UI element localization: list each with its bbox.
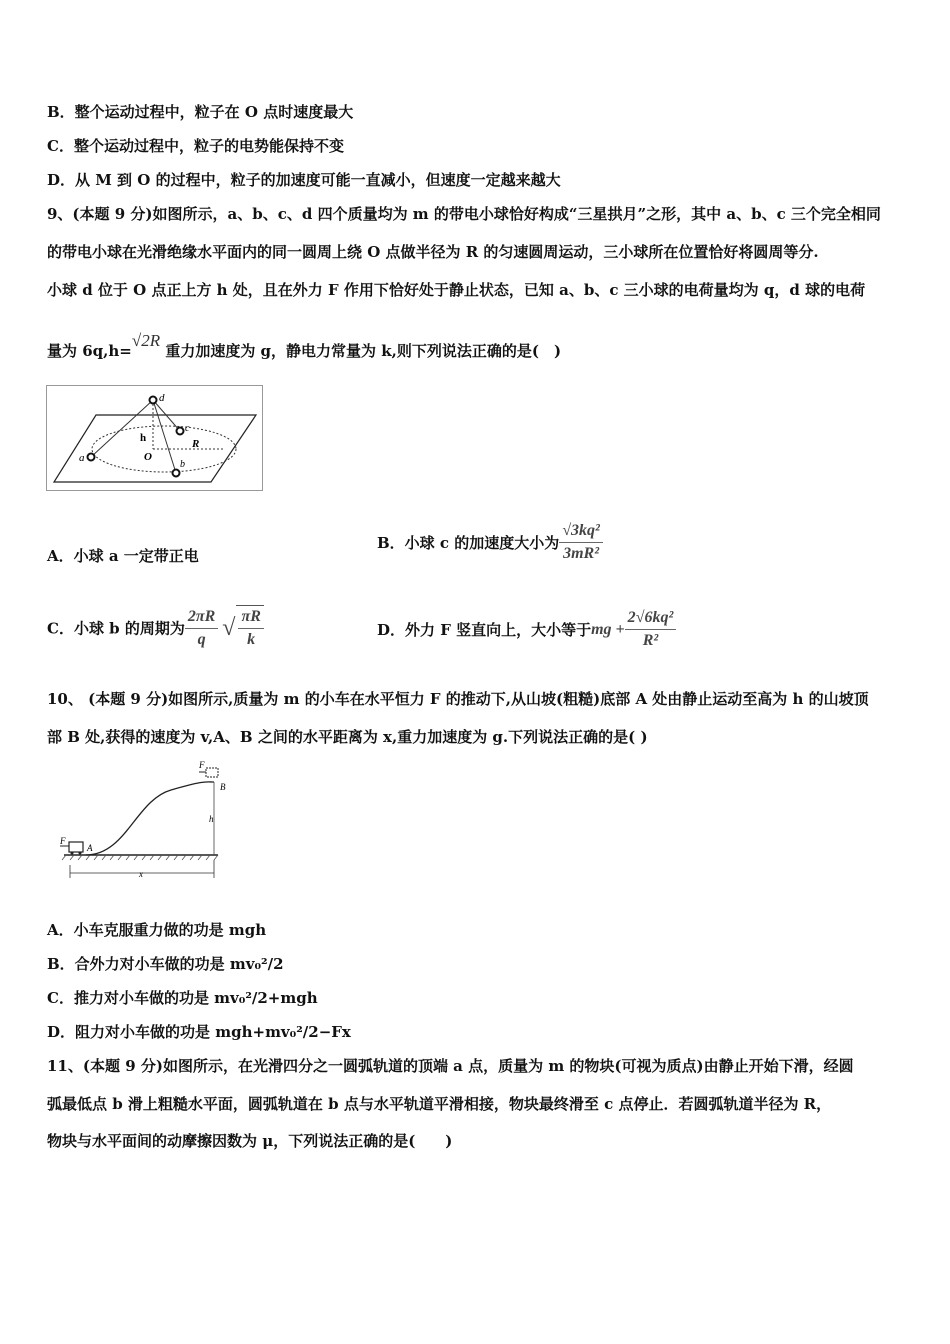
q9-label-O: O — [144, 451, 152, 463]
q9-label-d: d — [159, 392, 165, 404]
q9-line4-prefix: 量为 6q,h= — [47, 342, 132, 360]
q9-option-c-root-fraction — [236, 605, 263, 651]
q9-line4-suffix: 重力加速度为 g，静电力常量为 k,则下列说法正确的是( ) — [165, 342, 562, 360]
q10-hill-slope — [86, 782, 214, 855]
q10-option-d: D．阻力对小车做的功是 mgh+mv₀²/2−Fx — [47, 1023, 351, 1041]
q9-option-c-label: C．小球 b 的周期为 — [47, 619, 185, 638]
q10-cart-wheel-1 — [71, 852, 74, 855]
q9-ball-b — [173, 470, 180, 477]
q10-label-x: x — [139, 869, 143, 879]
q10-option-b: B．合外力对小车做的功是 mv₀²/2 — [47, 955, 284, 973]
q10-cart-top — [206, 768, 218, 777]
q9-option-a: A．小球 a 一定带正电 — [47, 547, 199, 565]
q9-option-b-fraction — [559, 520, 603, 565]
q9-option-b — [377, 520, 603, 565]
q8-option-c: C．整个运动过程中，粒子的电势能保持不变 — [47, 137, 344, 155]
q8-option-d: D．从 M 到 O 的过程中，粒子的加速度可能一直减小，但速度一定越来越大 — [47, 171, 561, 189]
q9-option-d-fraction — [625, 607, 677, 652]
q9-option-c-numerator: 2πR — [185, 606, 218, 629]
q9-option-b-label: B．小球 c 的加速度大小为 — [377, 534, 560, 552]
q9-label-b: b — [180, 459, 185, 470]
q9-ball-d — [150, 397, 157, 404]
q9-label-c: c — [185, 423, 190, 434]
q9-option-b-numerator: √3kq² — [559, 520, 603, 543]
q9-stem-line2: 的带电小球在光滑绝缘水平面内的同一圆周上绕 O 点做半径为 R 的匀速圆周运动，三小球所在位置恰好将圆周等分. — [47, 243, 819, 261]
q9-option-d-mg: mg + — [591, 620, 625, 638]
q9-option-c-root-denominator: k — [247, 631, 256, 648]
q9-option-c — [47, 605, 264, 651]
q9-label-a: a — [79, 452, 85, 464]
q9-label-R: R — [192, 438, 200, 450]
q10-label-F-bottom: F — [60, 836, 66, 846]
q9-label-h: h — [140, 432, 147, 444]
q9-h-expression: √2R — [131, 331, 161, 350]
q9-option-c-radical-sign: √ — [222, 614, 236, 641]
q10-label-A: A — [87, 843, 93, 853]
q9-option-c-denominator: q — [197, 630, 206, 648]
q9-option-d-denominator: R² — [642, 632, 659, 649]
q10-option-a: A．小车克服重力做的功是 mgh — [47, 921, 267, 939]
q10-label-h: h — [209, 814, 214, 824]
q10-stem-line2: 部 B 处,获得的速度为 v,A、B 之间的水平距离为 x,重力加速度为 g.下列说法正确的是( ) — [47, 728, 648, 746]
q10-label-B: B — [220, 782, 226, 792]
q10-figure — [56, 760, 226, 882]
q10-option-c: C．推力对小车做的功是 mv₀²/2+mgh — [47, 989, 318, 1007]
q10-label-F-top: F — [199, 760, 205, 770]
q9-figure — [46, 385, 263, 491]
q11-stem-line3: 物块与水平面间的动摩擦因数为 μ，下列说法正确的是( ) — [47, 1132, 453, 1150]
q9-option-c-fraction — [185, 606, 218, 651]
q9-ball-a — [88, 454, 95, 461]
q9-option-d-label: D．外力 F 竖直向上，大小等于 — [377, 621, 592, 639]
q9-stem-line3: 小球 d 位于 O 点正上方 h 处，且在外力 F 作用下恰好处于静止状态，已知 a、b、c 三小球的电荷量均为 q，d 球的电荷 — [47, 281, 866, 299]
q11-stem-line1: 11、(本题 9 分)如图所示，在光滑四分之一圆弧轨道的顶端 a 点，质量为 m 的物块(可视为质点)由静止开始下滑，经圆 — [47, 1057, 854, 1075]
q11-stem-line2: 弧最低点 b 滑上粗糙水平面，圆弧轨道在 b 点与水平轨道平滑相接，物块最终滑至 c 点停止．若圆弧轨道半径为 R， — [47, 1095, 832, 1113]
q9-option-c-root-numerator: πR — [238, 606, 263, 629]
q9-option-d-numerator: 2√6kq² — [625, 607, 677, 630]
q9-option-d — [377, 607, 676, 652]
q9-stem-line4 — [47, 331, 562, 362]
q10-cart-wheel-2 — [79, 852, 82, 855]
q9-stem-line1: 9、(本题 9 分)如图所示，a、b、c、d 四个质量均为 m 的带电小球恰好构成“三星拱月”之形，其中 a、b、c 三个完全相同 — [47, 205, 881, 223]
q9-ball-c — [177, 428, 184, 435]
q10-stem-line1: 10、 (本题 9 分)如图所示,质量为 m 的小车在水平恒力 F 的推动下,从山坡(粗糙)底部 A 处由静止运动至高为 h 的山坡顶 — [47, 690, 869, 708]
q8-option-b: B．整个运动过程中，粒子在 O 点时速度最大 — [47, 103, 354, 121]
q10-cart-bottom — [69, 842, 83, 852]
q9-option-b-denominator: 3mR² — [563, 545, 600, 562]
